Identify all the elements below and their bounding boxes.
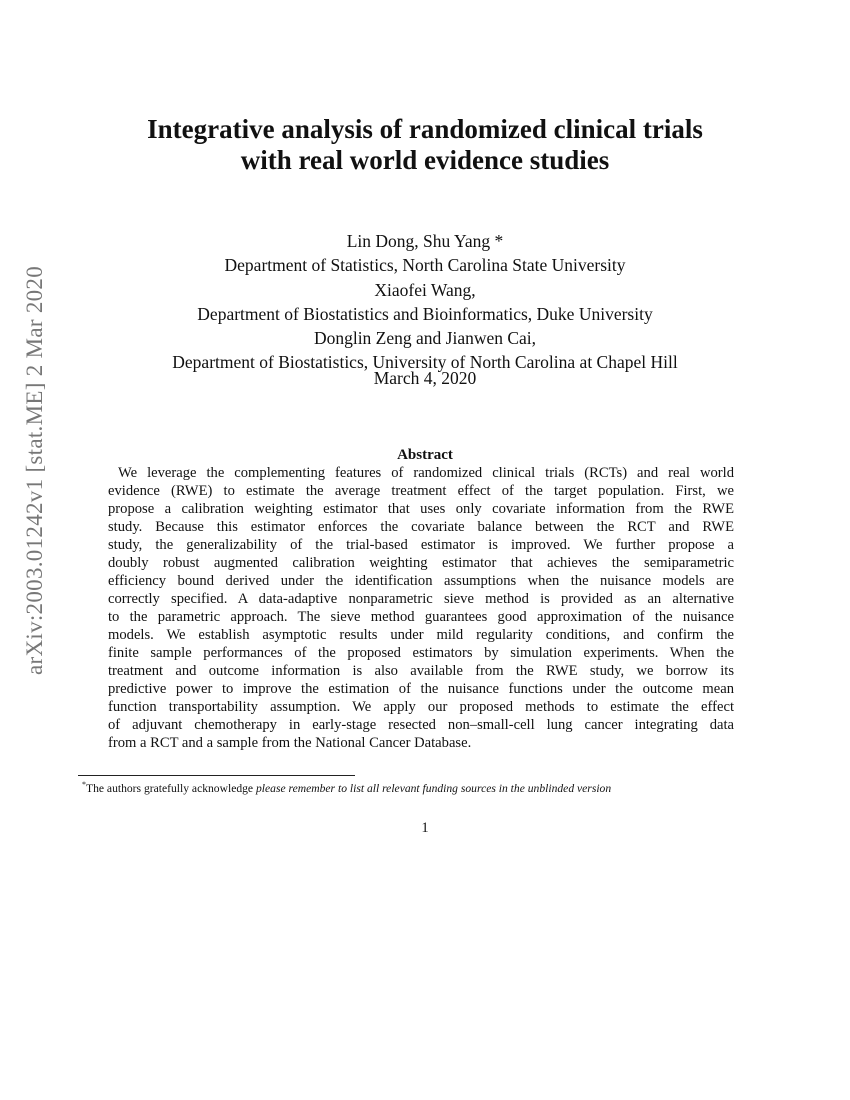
abstract-line: function transportability assumption. We apply our proposed methods to estimate the effect <box>108 699 734 715</box>
footnote <box>82 780 611 795</box>
authors-line: Xiaofei Wang, <box>374 279 476 300</box>
abstract-line: We leverage the complementing features of randomized clinical trials (RCTs) and real world <box>118 465 734 481</box>
authors-line: Donglin Zeng and Jianwen Cai, <box>313 328 537 349</box>
abstract-line: finite sample performances of the proposed estimators by simulation experiments. When the <box>108 645 734 661</box>
abstract-line: study. Because this estimator enforces the covariate balance between the RCT and RWE <box>108 519 734 535</box>
footnote-rule <box>78 775 355 776</box>
abstract-line: from a RCT and a sample from the National Cancer Database. <box>108 735 472 751</box>
page-number: 1 <box>421 820 429 836</box>
author-block <box>0 229 850 375</box>
arxiv-identifier: arXiv:2003.01242v1 [stat.ME] 2 Mar 2020 <box>22 265 47 675</box>
abstract-line: treatment and outcome information is also available from the RWE study, we borrow its <box>108 663 734 679</box>
paper-title <box>0 114 850 175</box>
abstract-line: to the parametric approach. The sieve method guarantees good approximation of the nuisance <box>108 609 734 625</box>
footnote-italic-text: please remember to list all relevant funding sources in the unblinded version <box>255 781 612 795</box>
authors-line: Lin Dong, Shu Yang * <box>346 231 504 251</box>
abstract-body <box>108 464 734 752</box>
abstract-line: of adjuvant chemotherapy in early-stage resected non–small-cell lung cancer integrating data <box>108 717 734 733</box>
abstract-line: study, the generalizability of the trial-based estimator is improved. We further propose a <box>108 537 734 553</box>
footnote-text: The authors gratefully acknowledge <box>86 781 256 795</box>
abstract-line: evidence (RWE) to estimate the average treatment effect of the target population. First, we <box>108 483 734 499</box>
affiliation-line: Department of Biostatistics, University of North Carolina at Chapel Hill <box>172 352 678 373</box>
abstract-line: doubly robust augmented calibration weighting estimator that achieves the semiparametric <box>108 555 734 571</box>
footnote-marker: * <box>82 780 86 789</box>
affiliation-line: Department of Biostatistics and Bioinformatics, Duke University <box>197 303 653 324</box>
abstract-line: correctly specified. A data-adaptive nonparametric sieve method is provided as an alternative <box>108 591 734 607</box>
abstract-line: propose a calibration weighting estimator that uses only covariate information from the RWE <box>108 501 734 517</box>
title-line: Integrative analysis of randomized clinical trials <box>147 114 703 144</box>
paper-date: March 4, 2020 <box>373 368 477 388</box>
affiliation-line: Department of Statistics, North Carolina State University <box>224 255 626 276</box>
abstract-line: predictive power to improve the estimation of the nuisance functions under the outcome mean <box>108 681 734 697</box>
abstract-heading: Abstract <box>397 447 453 463</box>
title-line: with real world evidence studies <box>240 145 610 175</box>
abstract-line: efficiency bound derived under the identification assumptions when the nuisance models are <box>108 573 734 589</box>
abstract-line: models. We establish asymptotic results under mild regularity conditions, and confirm the <box>108 627 734 643</box>
